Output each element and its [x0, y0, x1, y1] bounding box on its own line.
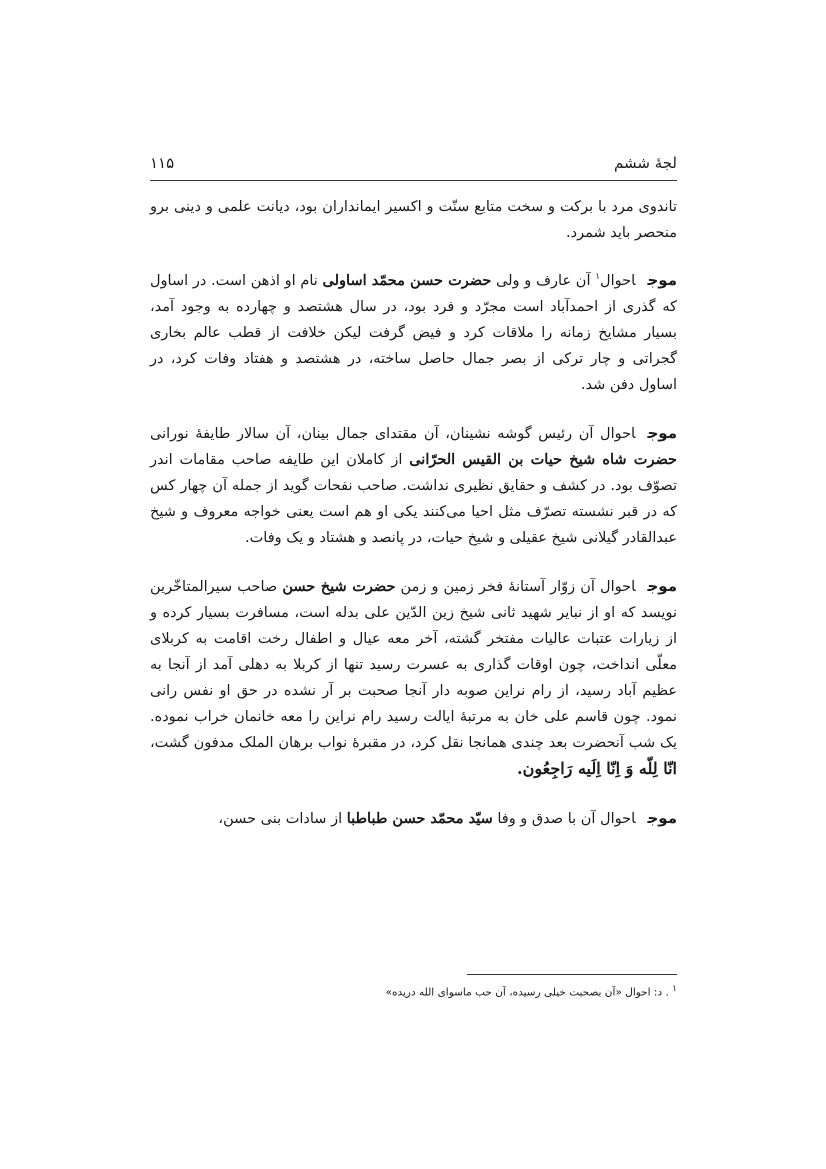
entry-text: احوال آن زوّار آستانهٔ فخر زمین و زمن: [395, 578, 636, 595]
footnote-divider: [467, 974, 677, 975]
entry-2: [150, 420, 677, 551]
footnote: [150, 981, 677, 1001]
page-number: ۱۱۵: [150, 154, 175, 172]
entry-text: احوال آن با صدق و وفا: [492, 810, 636, 827]
entry-text: آن عارف و ولی: [491, 272, 596, 289]
entry-text: از کاملان این طایفه صاحب مقامات اندر تصوّف بود. در کشف و حقایق نظیری نداشت. صاحب نفحات گوید از جمله آن چهار کس که در قبر نشسته تصرّف مثل احیا می‌کنند یکی او هم است یعنی خواجه معروف و شیخ عبدالقادر گیلانی شیخ عقیلی و شیخ حیات، در پانصد و هشتاد و یک وفات.: [150, 451, 677, 546]
entry-text: احوال: [600, 272, 636, 289]
entry-marker: موج: [647, 270, 677, 289]
intro-paragraph: تاندوی مرد با برکت و سخت متابع سنّت و اکسیر ایمانداران بود، دیانت علمی و دینی برو منحصر باید شمرد.: [150, 199, 677, 241]
entry-text: نام او اذهن است. در اساول که گذری از احمدآباد است مجرّد و فرد بود، در سال هشتصد و چهارده به وجود آمد، بسیار مشایخ زمانه را ملاقات کرد و فیض گرفت لیکن خلافت از قطب عالم بخاری گجراتی و چار ترکی از بصر جمال حاصل ساخته، در هشتصد و هفتاد وفات کرد، در اساول دفن شد.: [150, 272, 677, 393]
person-name: حضرت حسن محمّد اساولی: [322, 271, 492, 289]
entry-4: [150, 805, 677, 832]
person-name: حضرت شاه شیخ حیات بن القیس الحرّانی: [409, 450, 677, 468]
footnote-text: . د: احوال «آن بصحبت خیلی رسیده، آن حب ماسوای الله دریده»: [385, 986, 673, 999]
entry-marker: موج: [647, 808, 677, 827]
entry-3: [150, 573, 677, 783]
person-name: حضرت شیخ حسن: [282, 577, 396, 595]
book-page: [150, 150, 677, 1050]
footnote-reference: ۱: [595, 272, 601, 282]
person-name: سیّد محمّد حسن طباطبا: [346, 809, 493, 827]
entry-marker: موج: [647, 423, 677, 442]
entry-marker: موج: [647, 576, 677, 595]
entry-text: احوال آن رئیس گوشه نشینان، آن مقتدای جمال بینان، آن سالار طایفهٔ نورانی: [150, 425, 636, 442]
page-header: [150, 150, 677, 181]
entry-text: صاحب سیرالمتاخّرین نویسد که او از نبایر شهید ثانی شیخ زین الدّین علی بدله است، مسافرت بسیار کرده و از زیارات عتبات عالیات مفتخر گشته، آخر معه عیال و اطفال رخت اقامت به کربلای معلّی انداخت، چون اوقات گذاری به عسرت رسید تنها از کربلا به دهلی آمد از آنجا به عظیم آباد رسید، از رام نراین صوبه دار آنجا صحبت بر آر نشده در حق او نفس رانی نمود. چون قاسم علی خان به مرتبهٔ ایالت رسید رام نراین را معه خانمان خراب نموده. یک شب آنحضرت بعد چندی همانجا نقل کرد، در مقبرهٔ نواب برهان الملک مدفون گشت،: [150, 578, 678, 751]
entry-text: از سادات بنی حسن،: [218, 810, 347, 827]
footnote-area: [150, 974, 677, 1001]
quranic-quote: انّا لِلّه وَ اِنّا اِلَیه رَاجِعُون.: [517, 758, 677, 778]
page-body: [150, 194, 677, 854]
entry-1: [150, 264, 677, 398]
footnote-mark: ۱: [672, 984, 677, 994]
running-title: لجهٔ ششم: [614, 154, 677, 172]
